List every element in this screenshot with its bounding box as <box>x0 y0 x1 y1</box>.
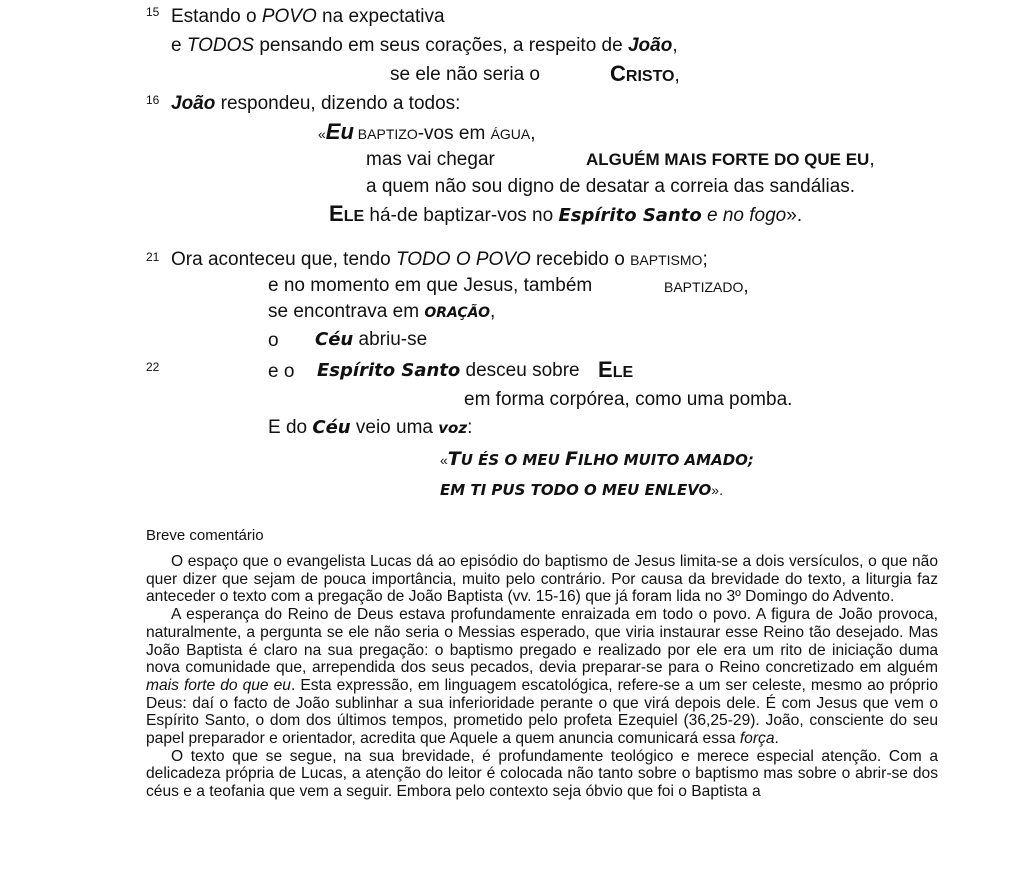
text: -vos em <box>417 123 491 144</box>
commentary-paragraph <box>146 606 938 748</box>
verse-line <box>598 359 633 384</box>
text: o <box>268 330 279 351</box>
commentary-heading: Breve comentário <box>146 527 264 544</box>
text: ; <box>747 451 754 469</box>
text: recebido o <box>530 249 631 270</box>
commentary-body <box>146 553 938 801</box>
verse-line <box>315 329 427 351</box>
small-caps: EM TI PUS TODO O MEU ENLEVO <box>440 481 712 499</box>
text: , <box>869 149 875 170</box>
name-espirito-santo: Espírito Santo <box>558 205 702 226</box>
text: , <box>489 301 496 322</box>
text: a quem não sou digno de desatar a correia das sandálias. <box>366 176 856 197</box>
verse-line <box>440 448 754 471</box>
verse-line <box>268 330 279 352</box>
text: há-de baptizar-vos no <box>364 205 559 226</box>
name-ele: E <box>598 357 613 382</box>
verse-number: 22 <box>146 360 160 374</box>
text: E do <box>268 417 313 438</box>
text: : <box>467 417 473 438</box>
name-ceu: Céu <box>315 329 354 350</box>
emphasis: TODOS <box>186 35 255 56</box>
small-caps: BAPTIZO <box>353 126 418 142</box>
text: , <box>743 276 749 297</box>
emphasis: e no fogo <box>701 205 787 226</box>
text: . Esta expressão, em linguagem escatológica, refere-se a um ser celeste, mesmo ao próprio Deus: daí o facto de João sublinhar a sua inferioridade perante o que virá depois dele. É com Jesus que vem o Espírito Santo, o dom dos últimos tempos, prometido pelo profeta Ezequiel (36,25-29). João, consciente do seu papel preparador e orientador, acredita que Aquele a quem anuncia comunicará essa <box>146 676 938 748</box>
text: se ele não seria o <box>390 64 540 85</box>
verse-number: 16 <box>146 93 160 107</box>
quote-mark: « <box>318 126 326 142</box>
name-cristo: RISTO <box>625 68 675 85</box>
small-caps: U ÉS O MEU <box>460 451 565 469</box>
verse-line <box>317 360 580 382</box>
small-caps: BAPTISMO <box>630 252 703 268</box>
emphasis: voz <box>438 419 468 437</box>
name-ele: LE <box>343 208 365 225</box>
verse-line <box>268 275 592 297</box>
commentary-paragraph: O espaço que o evangelista Lucas dá ao episódio do baptismo de Jesus limita-se a dois versículos, o que não quer dizer que sejam de pouca importância, muito pelo contrário. Por causa da brevidade do texto, a liturgia faz anteceder o texto com a pregação de João Baptista (vv. 15-16) que já foram lida no 3º Domingo do Advento. <box>146 553 938 606</box>
text: abriu-se <box>353 329 428 350</box>
small-caps: ÁGUA <box>490 126 531 142</box>
small-caps: F <box>565 448 578 470</box>
verse-number: 15 <box>146 5 160 19</box>
text: desceu sobre <box>460 360 580 381</box>
verse-line <box>586 149 875 171</box>
text: se encontrava em <box>268 301 425 322</box>
text: Ora aconteceu que, tendo <box>171 249 396 270</box>
verse-line <box>268 301 495 324</box>
text: A esperança do Reino de Deus estava profundamente enraizada em todo o povo. A figura de João provoca, naturalmente, a pergunta se ele não seria o Messias esperado, que viria instaurar esse Reino tão desejado. Mas João Baptista é claro na sua pregação: o baptismo pregado e realizado por ele era um rito de iniciação duma nova comunidade que, arrependida dos seus pecados, devia preparar-se para o Reino concretizado em alguém <box>146 606 938 677</box>
verse-line <box>318 121 536 145</box>
verse-line <box>171 249 708 271</box>
verse-line <box>329 203 802 228</box>
emphasis: Eu <box>325 119 354 144</box>
text: , <box>530 123 536 144</box>
text: e no momento em que Jesus, também <box>268 275 593 296</box>
verse-line <box>366 176 855 198</box>
small-caps: BAPTIZADO <box>664 279 744 295</box>
verse-line <box>464 389 792 411</box>
verse-line <box>610 63 680 88</box>
text: ; <box>702 249 708 270</box>
text: e o <box>268 361 295 382</box>
verse-number: 21 <box>146 250 160 264</box>
emphasis: ALGUÉM MAIS FORTE DO QUE EU <box>586 150 870 169</box>
name-ele: LE <box>612 364 634 381</box>
text: , <box>672 35 678 56</box>
verse-line <box>440 479 723 501</box>
text: na expectativa <box>316 6 445 27</box>
text: . <box>774 730 779 748</box>
text: respondeu, dizendo a todos: <box>215 93 461 114</box>
verse-line <box>366 149 495 171</box>
name-ele: E <box>329 201 344 226</box>
name-joao: João <box>171 93 216 114</box>
text: veio uma <box>350 417 439 438</box>
name-espirito-santo: Espírito Santo <box>317 360 461 381</box>
text: , <box>674 65 680 86</box>
text: ». <box>711 482 723 498</box>
verse-line <box>171 35 678 57</box>
text: e <box>171 35 187 56</box>
quote-mark: « <box>440 452 448 468</box>
verse-line <box>390 64 540 86</box>
text: mas vai chegar <box>366 149 495 170</box>
name-joao: João <box>627 35 673 56</box>
small-caps: T <box>447 448 461 470</box>
text: Estando o <box>171 6 262 27</box>
verse-line <box>171 6 445 28</box>
emphasis: POVO <box>261 6 317 27</box>
emphasis: TODO O POVO <box>396 249 531 270</box>
emphasis: ORAÇÃO <box>424 305 490 321</box>
verse-line <box>268 361 294 383</box>
emphasis: mais forte do que eu <box>146 676 291 694</box>
commentary-paragraph: O texto que se segue, na sua brevidade, é profundamente teológico e merece especial atenção. Com a delicadeza própria de Lucas, a atenção do leitor é colocada não tanto sobre o baptismo mas sobre o abrir-se dos céus e a teofania que vem a seguir. Embora pelo contexto seja óbvio que foi o Baptista a <box>146 747 938 801</box>
name-cristo: C <box>610 61 626 86</box>
small-caps: ILHO MUITO AMADO <box>577 451 748 469</box>
emphasis: força <box>739 730 775 748</box>
name-ceu: Céu <box>312 417 351 438</box>
verse-line <box>664 276 749 298</box>
text: pensando em seus corações, a respeito de <box>254 35 628 56</box>
verse-line <box>171 93 460 115</box>
verse-line <box>268 417 472 439</box>
text: ». <box>786 205 803 226</box>
text: em forma corpórea, como uma pomba. <box>464 389 793 410</box>
